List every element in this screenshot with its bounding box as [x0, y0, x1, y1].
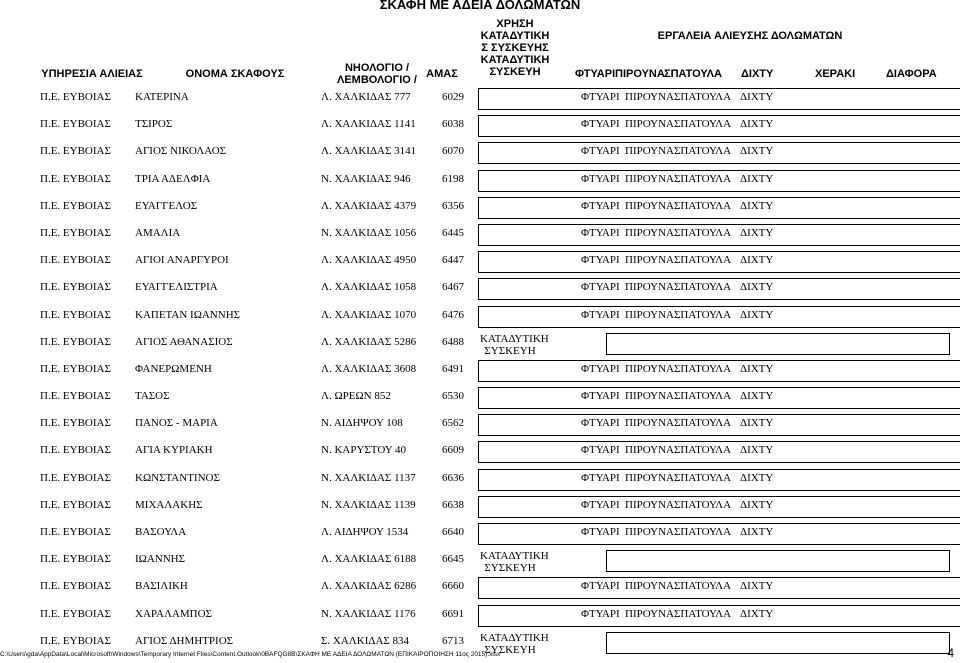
row-service: Π.Ε. ΕΥΒΟΙΑΣ: [40, 553, 111, 566]
row-vessel: ΤΡΙΑ ΑΔΕΛΦΙΑ: [135, 172, 211, 185]
row-vessel: ΑΓΙΟΣ ΔΗΜΗΤΡΙΟΣ: [135, 634, 234, 647]
gear-item: ΣΠΑΤΟΥΛΑ: [674, 308, 732, 321]
header-registry-line1: ΝΗΟΛΟΓΙΟ /: [344, 62, 410, 74]
row-service: Π.Ε. ΕΥΒΟΙΑΣ: [40, 498, 111, 511]
table-row: [0, 84, 960, 111]
table-row: [0, 111, 960, 138]
gear-item: ΣΠΑΤΟΥΛΑ: [674, 145, 732, 158]
row-ams: 6476: [442, 308, 464, 321]
gear-item: ΔΙΧΤΥ: [740, 390, 774, 403]
gear-item: ΠΙΡΟΥΝΑ: [625, 281, 674, 294]
gear-item: ΣΠΑΤΟΥΛΑ: [674, 390, 732, 403]
gear-item: ΔΙΧΤΥ: [740, 444, 774, 457]
gear-item: ΣΠΑΤΟΥΛΑ: [674, 118, 732, 131]
row-ams: 6070: [442, 145, 464, 158]
gear-item: ΔΙΧΤΥ: [740, 471, 774, 484]
row-registry: Λ. ΧΑΛΚΙΔΑΣ 6286: [321, 580, 417, 593]
gear-item: ΣΠΑΤΟΥΛΑ: [674, 199, 732, 212]
row-registry: Ν. ΧΑΛΚΙΔΑΣ 1137: [321, 471, 416, 484]
table-row: [0, 220, 960, 247]
table-row: [0, 465, 960, 492]
coastal-line1: ΚΑΤΑΔΥΤΙΚΗ: [480, 332, 549, 345]
row-ams: 6491: [442, 362, 464, 375]
row-registry: Λ. ΧΑΛΚΙΔΑΣ 4950: [321, 254, 417, 267]
table-row: [0, 410, 960, 437]
table-row: [0, 356, 960, 383]
gear-item: ΔΙΧΤΥ: [740, 281, 774, 294]
row-vessel: ΑΓΙΟΙ ΑΝΑΡΓΥΡΟΙ: [135, 254, 229, 267]
row-registry: Λ. ΧΑΛΚΙΔΑΣ 6188: [321, 553, 417, 566]
row-registry: Λ. ΧΑΛΚΙΔΑΣ 3608: [321, 362, 417, 375]
row-ams: 6198: [442, 172, 464, 185]
row-service: Π.Ε. ΕΥΒΟΙΑΣ: [40, 91, 111, 103]
row-vessel: ΤΣΙΡΟΣ: [135, 118, 173, 131]
table-row: [0, 166, 960, 193]
gear-item: ΦΤΥΑΡΙ: [581, 390, 620, 403]
row-box: [606, 333, 950, 355]
row-box: [606, 550, 950, 572]
row-registry: Ν. ΧΑΛΚΙΔΑΣ 1056: [321, 226, 417, 239]
row-service: Π.Ε. ΕΥΒΟΙΑΣ: [40, 362, 111, 375]
row-box: [606, 632, 950, 654]
row-service: Π.Ε. ΕΥΒΟΙΑΣ: [40, 471, 111, 484]
gear-item: ΦΤΥΑΡΙ: [581, 471, 620, 484]
gear-item: ΠΙΡΟΥΝΑ: [625, 362, 674, 375]
header-tool-pirouna: ΠΙΡΟΥΝΑ: [615, 68, 665, 80]
row-vessel: ΚΑΠΕΤΑΝ ΙΩΑΝΝΗΣ: [135, 308, 241, 321]
row-registry: Λ. ΩΡΕΩΝ 852: [321, 390, 391, 403]
gear-item: ΠΙΡΟΥΝΑ: [625, 91, 674, 103]
coastal-line2: ΣΥΣΚΕΥΗ: [484, 562, 536, 575]
row-ams: 6691: [442, 607, 464, 620]
row-ams: 6467: [442, 281, 464, 294]
header-use-line1: ΧΡΗΣΗ: [496, 18, 534, 30]
row-vessel: ΤΑΣΟΣ: [135, 390, 170, 403]
row-registry: Λ. ΑΙΔΗΨΟΥ 1534: [321, 526, 409, 538]
gear-item: ΔΙΧΤΥ: [740, 417, 774, 430]
gear-item: ΔΙΧΤΥ: [740, 526, 774, 538]
row-vessel: ΕΥΑΓΓΕΛΟΣ: [135, 199, 198, 212]
row-ams: 6029: [442, 91, 464, 103]
coastal-line1: ΚΑΤΑΔΥΤΙΚΗ: [480, 550, 549, 563]
row-ams: 6530: [442, 390, 464, 403]
gear-item: ΠΙΡΟΥΝΑ: [625, 199, 674, 212]
gear-item: ΦΤΥΑΡΙ: [581, 526, 620, 538]
coastal-line2: ΣΥΣΚΕΥΗ: [484, 344, 536, 357]
gear-item: ΣΠΑΤΟΥΛΑ: [674, 172, 732, 185]
row-service: Π.Ε. ΕΥΒΟΙΑΣ: [40, 335, 111, 348]
row-registry: Ν. ΧΑΛΚΙΔΑΣ 1139: [321, 498, 416, 511]
row-service: Π.Ε. ΕΥΒΟΙΑΣ: [40, 254, 111, 267]
header-tool-ftyari: ΦΤΥΑΡΙ: [575, 68, 616, 80]
gear-item: ΠΙΡΟΥΝΑ: [625, 471, 674, 484]
row-registry: Ν. ΚΑΡΥΣΤΟΥ 40: [321, 444, 406, 457]
gear-item: ΦΤΥΑΡΙ: [581, 199, 620, 212]
gear-item: ΠΙΡΟΥΝΑ: [625, 526, 674, 538]
gear-item: ΦΤΥΑΡΙ: [581, 118, 620, 131]
row-ams: 6488: [442, 335, 464, 348]
gear-item: ΦΤΥΑΡΙ: [581, 281, 620, 294]
header-use-line4: ΚΑΤΑΔΥΤΙΚΗ: [480, 54, 550, 66]
table-row: [0, 193, 960, 220]
row-ams: 6713: [442, 634, 464, 647]
row-ams: 6445: [442, 226, 464, 239]
row-service: Π.Ε. ΕΥΒΟΙΑΣ: [40, 145, 111, 158]
row-ams: 6562: [442, 417, 464, 430]
gear-item: ΦΤΥΑΡΙ: [581, 308, 620, 321]
row-service: Π.Ε. ΕΥΒΟΙΑΣ: [40, 226, 111, 239]
header-tool-spatoula: ΣΠΑΤΟΥΛΑ: [664, 68, 722, 80]
row-vessel: ΕΥΑΓΓΕΛΙΣΤΡΙΑ: [135, 281, 218, 294]
row-registry: Σ. ΧΑΛΚΙΔΑΣ 834: [321, 634, 410, 647]
row-service: Π.Ε. ΕΥΒΟΙΑΣ: [40, 417, 111, 430]
gear-item: ΣΠΑΤΟΥΛΑ: [674, 362, 732, 375]
table-row: [0, 601, 960, 628]
gear-item: ΔΙΧΤΥ: [740, 362, 774, 375]
header-vessel: ΟΝΟΜΑ ΣΚΑΦΟΥΣ: [185, 68, 285, 80]
gear-item: ΠΙΡΟΥΝΑ: [625, 118, 674, 131]
gear-item: ΦΤΥΑΡΙ: [581, 444, 620, 457]
row-vessel: ΜΙΧΑΛΑΚΗΣ: [135, 498, 203, 511]
gear-item: ΔΙΧΤΥ: [740, 498, 774, 511]
header-use-line5: ΣΥΣΚΕΥΗ: [489, 66, 541, 78]
gear-item: ΦΤΥΑΡΙ: [581, 362, 620, 375]
row-service: Π.Ε. ΕΥΒΟΙΑΣ: [40, 172, 111, 185]
header-use-line3: Σ ΣΥΣΚΕΥΗΣ: [481, 42, 549, 54]
row-registry: Ν. ΧΑΛΚΙΔΑΣ 1176: [321, 607, 416, 620]
gear-item: ΦΤΥΑΡΙ: [581, 498, 620, 511]
table-body: [0, 84, 960, 655]
row-registry: Λ. ΧΑΛΚΙΔΑΣ 777: [321, 91, 411, 103]
row-registry: Λ. ΧΑΛΚΙΔΑΣ 1058: [321, 281, 417, 294]
gear-item: ΦΤΥΑΡΙ: [581, 145, 620, 158]
gear-item: ΦΤΥΑΡΙ: [581, 607, 620, 620]
row-ams: 6356: [442, 199, 464, 212]
document-title: ΣΚΑΦΗ ΜΕ ΑΔΕΙΑ ΔΟΛΩΜΑΤΩΝ: [379, 0, 581, 12]
row-vessel: ΑΓΙΟΣ ΑΘΑΝΑΣΙΟΣ: [135, 335, 233, 348]
row-ams: 6447: [442, 254, 464, 267]
gear-item: ΠΙΡΟΥΝΑ: [625, 145, 674, 158]
gear-item: ΠΙΡΟΥΝΑ: [625, 226, 674, 239]
row-registry: Λ. ΧΑΛΚΙΔΑΣ 1141: [321, 118, 416, 131]
file-path: C:\Users\gda\AppData\Local\Microsoft\Windows\Temporary Internet Files\Content.Outlook\0BAFQG8B\ΣΚΑΦΗ ΜΕ ΑΔΕΙΑ ΔΟΛΩΜΑΤΩΝ (ΕΠΙΚΑΙΡΟΠΟΙΗΣΗ 11ος 2015).xlsx: [0, 651, 501, 658]
header-use-line2: ΚΑΤΑΔΥΤΙΚΗ: [480, 30, 550, 42]
gear-item: ΣΠΑΤΟΥΛΑ: [674, 226, 732, 239]
table-row: [0, 274, 960, 301]
row-service: Π.Ε. ΕΥΒΟΙΑΣ: [40, 526, 111, 538]
row-registry: Λ. ΧΑΛΚΙΔΑΣ 3141: [321, 145, 417, 158]
gear-item: ΠΙΡΟΥΝΑ: [625, 580, 674, 593]
header-service: ΥΠΗΡΕΣΙΑ ΑΛΙΕΙΑΣ: [41, 68, 143, 80]
gear-item: ΠΙΡΟΥΝΑ: [625, 607, 674, 620]
gear-item: ΠΙΡΟΥΝΑ: [625, 390, 674, 403]
header-tools-group: ΕΡΓΑΛΕΙΑ ΑΛΙΕΥΣΗΣ ΔΟΛΩΜΑΤΩΝ: [657, 30, 843, 42]
row-registry: Ν. ΑΙΔΗΨΟΥ 108: [321, 417, 403, 430]
row-service: Π.Ε. ΕΥΒΟΙΑΣ: [40, 634, 111, 647]
gear-item: ΠΙΡΟΥΝΑ: [625, 444, 674, 457]
gear-item: ΣΠΑΤΟΥΛΑ: [674, 471, 732, 484]
row-vessel: ΚΩΝΣΤΑΝΤΙΝΟΣ: [135, 471, 220, 484]
gear-item: ΣΠΑΤΟΥΛΑ: [674, 254, 732, 267]
row-registry: Λ. ΧΑΛΚΙΔΑΣ 5286: [321, 335, 417, 348]
row-ams: 6640: [442, 526, 464, 538]
page-number: 4: [947, 646, 954, 660]
header-tool-geraki: ΧΕΡΑΚΙ: [815, 68, 856, 80]
row-registry: Ν. ΧΑΛΚΙΔΑΣ 946: [321, 172, 411, 185]
gear-item: ΔΙΧΤΥ: [740, 254, 774, 267]
table-row: [0, 302, 960, 329]
row-ams: 6638: [442, 498, 464, 511]
gear-item: ΣΠΑΤΟΥΛΑ: [674, 526, 732, 538]
gear-item: ΔΙΧΤΥ: [740, 172, 774, 185]
gear-item: ΠΙΡΟΥΝΑ: [625, 498, 674, 511]
gear-item: ΠΙΡΟΥΝΑ: [625, 308, 674, 321]
row-vessel: ΑΓΙΑ ΚΥΡΙΑΚΗ: [135, 444, 213, 457]
table-row: [0, 383, 960, 410]
gear-item: ΔΙΧΤΥ: [740, 199, 774, 212]
row-service: Π.Ε. ΕΥΒΟΙΑΣ: [40, 607, 111, 620]
gear-item: ΣΠΑΤΟΥΛΑ: [674, 417, 732, 430]
table-row: [0, 492, 960, 519]
row-registry: Λ. ΧΑΛΚΙΔΑΣ 1070: [321, 308, 417, 321]
gear-item: ΔΙΧΤΥ: [740, 118, 774, 131]
row-ams: 6660: [442, 580, 464, 593]
row-vessel: ΠΑΝΟΣ - ΜΑΡΙΑ: [135, 417, 218, 430]
row-vessel: ΒΑΣΙΛΙΚΗ: [135, 580, 188, 593]
gear-item: ΔΙΧΤΥ: [740, 91, 774, 103]
row-service: Π.Ε. ΕΥΒΟΙΑΣ: [40, 390, 111, 403]
row-vessel: ΒΑΣΟΥΛΑ: [135, 526, 187, 538]
row-ams: 6038: [442, 118, 464, 131]
row-vessel: ΧΑΡΑΛΑΜΠΟΣ: [135, 607, 212, 620]
table-row: [0, 329, 960, 356]
row-service: Π.Ε. ΕΥΒΟΙΑΣ: [40, 118, 111, 131]
header-tool-diafora: ΔΙΑΦΟΡΑ: [886, 68, 937, 80]
gear-item: ΦΤΥΑΡΙ: [581, 417, 620, 430]
row-vessel: ΑΓΙΟΣ ΝΙΚΟΛΑΟΣ: [135, 145, 227, 158]
gear-item: ΠΙΡΟΥΝΑ: [625, 172, 674, 185]
table-row: [0, 519, 960, 546]
row-service: Π.Ε. ΕΥΒΟΙΑΣ: [40, 281, 111, 294]
gear-item: ΦΤΥΑΡΙ: [581, 580, 620, 593]
header-ams: ΑΜΑΣ: [426, 68, 458, 80]
header-use: [470, 18, 560, 78]
row-vessel: ΦΑΝΕΡΩΜΕΝΗ: [135, 362, 212, 375]
gear-item: ΔΙΧΤΥ: [740, 145, 774, 158]
table-row: [0, 437, 960, 464]
gear-item: ΠΙΡΟΥΝΑ: [625, 417, 674, 430]
row-service: Π.Ε. ΕΥΒΟΙΑΣ: [40, 308, 111, 321]
gear-item: ΦΤΥΑΡΙ: [581, 254, 620, 267]
row-ams: 6636: [442, 471, 464, 484]
gear-item: ΣΠΑΤΟΥΛΑ: [674, 580, 732, 593]
row-service: Π.Ε. ΕΥΒΟΙΑΣ: [40, 199, 111, 212]
gear-item: ΠΙΡΟΥΝΑ: [625, 254, 674, 267]
coastal-line2: ΣΥΣΚΕΥΗ: [484, 643, 536, 656]
row-ams: 6609: [442, 444, 464, 457]
gear-item: ΔΙΧΤΥ: [740, 607, 774, 620]
gear-item: ΣΠΑΤΟΥΛΑ: [674, 281, 732, 294]
gear-item: ΣΠΑΤΟΥΛΑ: [674, 91, 732, 103]
table-row: [0, 247, 960, 274]
gear-item: ΔΙΧΤΥ: [740, 226, 774, 239]
header-tool-dichty: ΔΙΧΤΥ: [741, 68, 774, 80]
row-registry: Λ. ΧΑΛΚΙΔΑΣ 4379: [321, 199, 417, 212]
gear-item: ΦΤΥΑΡΙ: [581, 226, 620, 239]
header-registry-line2: ΛΕΜΒΟΛΟΓΙΟ /: [337, 74, 417, 86]
coastal-line1: ΚΑΤΑΔΥΤΙΚΗ: [480, 631, 549, 644]
table-row: [0, 573, 960, 600]
gear-item: ΔΙΧΤΥ: [740, 308, 774, 321]
row-service: Π.Ε. ΕΥΒΟΙΑΣ: [40, 444, 111, 457]
gear-item: ΔΙΧΤΥ: [740, 580, 774, 593]
header-registry: [322, 62, 432, 86]
gear-item: ΦΤΥΑΡΙ: [581, 91, 620, 103]
gear-item: ΣΠΑΤΟΥΛΑ: [674, 498, 732, 511]
row-service: Π.Ε. ΕΥΒΟΙΑΣ: [40, 580, 111, 593]
row-vessel: ΚΑΤΕΡΙΝΑ: [135, 91, 189, 103]
table-row: [0, 138, 960, 165]
row-coastal-label: [480, 550, 549, 575]
gear-item: ΦΤΥΑΡΙ: [581, 172, 620, 185]
row-vessel: ΑΜΑΛΙΑ: [135, 226, 181, 239]
row-coastal-label: [480, 332, 549, 357]
row-vessel: ΙΩΑΝΝΗΣ: [135, 553, 186, 566]
gear-item: ΣΠΑΤΟΥΛΑ: [674, 444, 732, 457]
table-row: [0, 546, 960, 573]
row-ams: 6645: [442, 553, 464, 566]
gear-item: ΣΠΑΤΟΥΛΑ: [674, 607, 732, 620]
